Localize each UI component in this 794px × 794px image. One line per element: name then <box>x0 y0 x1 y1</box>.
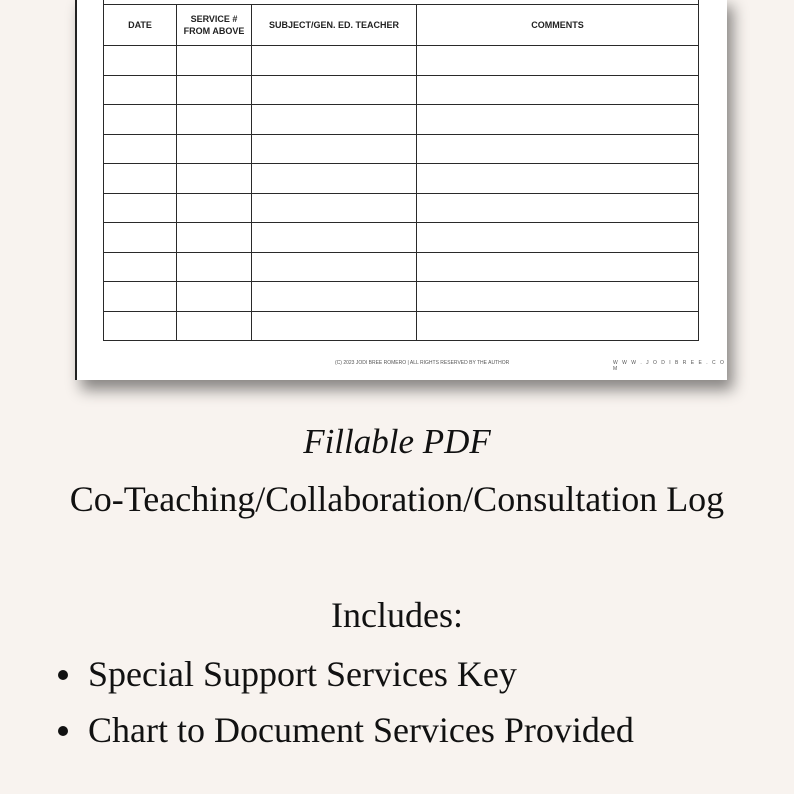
table-cell <box>252 311 417 341</box>
table-cell <box>177 282 252 312</box>
copyright-notice: (C) 2023 JODI BREE ROMERO | ALL RIGHTS RESERVED BY THE AUTHOR <box>335 360 510 366</box>
table-cell <box>177 252 252 282</box>
table-row <box>104 164 699 194</box>
table-body <box>104 46 699 341</box>
table-cell <box>252 105 417 135</box>
table-cell <box>177 75 252 105</box>
table-cell <box>177 223 252 253</box>
table-cell <box>417 105 699 135</box>
column-header-comments: COMMENTS <box>417 5 699 46</box>
feature-item <box>58 648 634 704</box>
table-cell <box>417 252 699 282</box>
table-cell <box>417 134 699 164</box>
table-cell <box>177 193 252 223</box>
table-row <box>104 282 699 312</box>
table-cell <box>417 46 699 76</box>
table-cell <box>252 223 417 253</box>
table-cell <box>417 193 699 223</box>
table-cell <box>104 193 177 223</box>
table-row <box>104 75 699 105</box>
table-cell <box>104 282 177 312</box>
table-cell <box>252 193 417 223</box>
table-cell <box>417 164 699 194</box>
table-cell <box>252 75 417 105</box>
table-row <box>104 193 699 223</box>
table-cell <box>104 311 177 341</box>
table-row <box>104 46 699 76</box>
table-cell <box>104 105 177 135</box>
table-row <box>104 105 699 135</box>
website-url: W W W . J O D I B R E E . C O M <box>613 360 726 372</box>
table-cell <box>252 282 417 312</box>
table-cell <box>177 311 252 341</box>
product-title: Co-Teaching/Collaboration/Consultation Log <box>69 479 725 519</box>
bullet-icon <box>58 670 68 680</box>
format-label: Fillable PDF <box>303 422 491 461</box>
table-cell <box>417 311 699 341</box>
feature-item <box>58 704 634 760</box>
table-cell <box>104 252 177 282</box>
table-cell <box>252 252 417 282</box>
log-table <box>103 4 699 341</box>
table-cell <box>177 164 252 194</box>
includes-heading: Includes: <box>331 595 463 635</box>
feature-text: Chart to Document Services Provided <box>88 710 634 750</box>
table-cell <box>104 134 177 164</box>
table-header-row <box>104 5 699 46</box>
feature-text: Special Support Services Key <box>88 654 517 694</box>
column-header-service: SERVICE # FROM ABOVE <box>177 5 252 46</box>
table-cell <box>252 134 417 164</box>
table-cell <box>177 134 252 164</box>
table-cell <box>104 75 177 105</box>
table-cell <box>104 46 177 76</box>
table-cell <box>177 46 252 76</box>
table-cell <box>417 75 699 105</box>
table-row <box>104 252 699 282</box>
feature-list <box>58 648 634 760</box>
log-sheet-preview <box>75 0 727 380</box>
table-row <box>104 223 699 253</box>
column-header-date: DATE <box>104 5 177 46</box>
column-header-teacher: SUBJECT/GEN. ED. TEACHER <box>252 5 417 46</box>
table-cell <box>417 282 699 312</box>
table-cell <box>252 46 417 76</box>
table-cell <box>177 105 252 135</box>
table-row <box>104 311 699 341</box>
table-row <box>104 134 699 164</box>
bullet-icon <box>58 726 68 736</box>
table-cell <box>417 223 699 253</box>
table-cell <box>104 164 177 194</box>
table-cell <box>104 223 177 253</box>
table-cell <box>252 164 417 194</box>
